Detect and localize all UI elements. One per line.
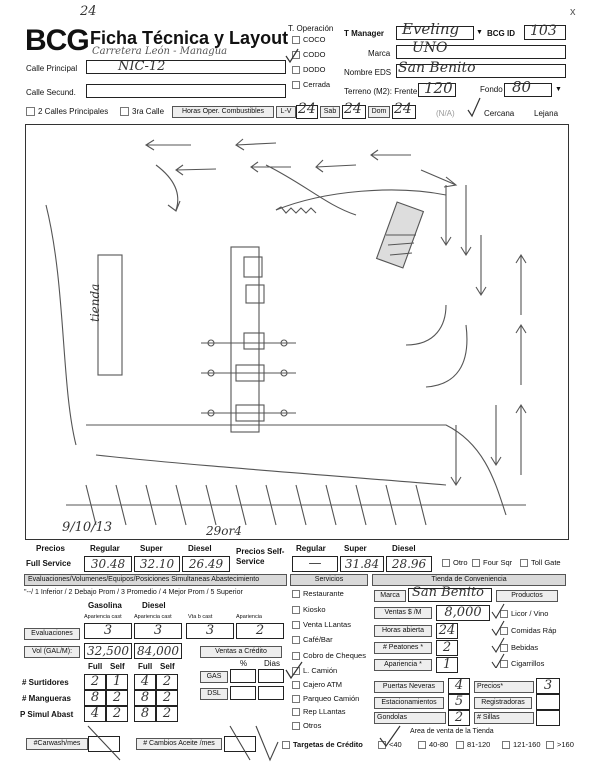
- sab-button[interactable]: Sab: [320, 106, 340, 118]
- registradoras-field[interactable]: [536, 694, 560, 710]
- gondolas-value[interactable]: 2: [448, 710, 470, 726]
- self-service-label: Precios Self-Service: [236, 547, 285, 566]
- surtidores-cell[interactable]: 2: [84, 674, 106, 690]
- product-check-marks: [490, 602, 510, 668]
- full-diesel-header: Diesel: [188, 544, 212, 553]
- apariencia-button[interactable]: Apariencia *: [374, 659, 432, 671]
- precios-value[interactable]: 3: [536, 678, 560, 694]
- horas-value[interactable]: 24: [436, 623, 458, 639]
- full-regular-value[interactable]: 30.48: [84, 556, 132, 572]
- horas-button[interactable]: Horas abierta: [374, 625, 432, 637]
- sab-value: 24: [344, 101, 362, 117]
- sub-header-a: Apariencia cast: [84, 614, 122, 620]
- surtidores-label: # Surtidores: [22, 678, 69, 687]
- two-streets-label: 2 Calles Principales: [38, 107, 109, 116]
- evaluation-scale: "--/ 1 Inferior / 2 Debajo Prom / 3 Promedio / 4 Mejor Prom / 5 Superior: [24, 589, 243, 596]
- estacionamientos-button[interactable]: Estacionamientos: [374, 697, 444, 709]
- puertas-button[interactable]: Puertas Neveras: [374, 681, 444, 693]
- sillas-field[interactable]: [536, 710, 560, 726]
- sub-header-d: Apariencia: [236, 614, 262, 620]
- self-regular-value[interactable]: —: [292, 556, 338, 572]
- store-marca-value: San Benito: [412, 585, 484, 600]
- service-item[interactable]: L. Camión: [292, 666, 337, 675]
- cercana-label[interactable]: Cercana: [484, 109, 515, 118]
- service-item[interactable]: Cajero ATM: [292, 680, 342, 689]
- puertas-value[interactable]: 4: [448, 678, 470, 694]
- eval-diesel-b[interactable]: 2: [236, 623, 284, 639]
- full-col-header-b: Full: [138, 662, 153, 671]
- operation-title: T. Operación: [288, 24, 334, 33]
- gas-dias-field[interactable]: [258, 669, 284, 683]
- calle-principal-value: Carretera León - Managua: [92, 46, 228, 57]
- eval-diesel-a[interactable]: 3: [186, 623, 234, 639]
- lejana-label[interactable]: Lejana: [534, 109, 559, 118]
- footer-strike-marks: [80, 722, 280, 762]
- service-check-mark: [284, 660, 304, 680]
- full-super-header: Super: [140, 544, 163, 553]
- area-option[interactable]: >160: [546, 740, 574, 749]
- pct-header: %: [240, 659, 248, 668]
- vol-diesel[interactable]: 84,000: [134, 643, 182, 659]
- self-col-header-b: Self: [160, 662, 175, 671]
- ventas-button[interactable]: Ventas $ /M: [374, 607, 432, 619]
- service-item[interactable]: Cobro de Cheques: [292, 651, 366, 660]
- cambios-button[interactable]: # Cambios Aceite /mes: [136, 738, 222, 750]
- calle-principal-field[interactable]: [86, 60, 286, 74]
- lv-button[interactable]: L-V: [276, 106, 296, 118]
- sub-header-c: Vta b cast: [188, 614, 213, 620]
- otro-option[interactable]: Otro: [442, 558, 468, 567]
- full-super-value[interactable]: 32.10: [134, 556, 180, 572]
- tarjetas-credito-label[interactable]: Targetas de Crédito: [282, 740, 363, 749]
- mangueras-cell[interactable]: 8: [84, 690, 106, 706]
- simul-cell[interactable]: 2: [156, 706, 178, 722]
- peatones-value[interactable]: 2: [436, 640, 458, 656]
- calle-principal-label: Calle Principal: [26, 64, 78, 73]
- operation-option-cerrada[interactable]: Cerrada: [292, 80, 330, 89]
- self-super-value[interactable]: 31.84: [340, 556, 384, 572]
- fondo-chevron-down-icon[interactable]: ▼: [555, 86, 562, 93]
- gas-pct-field[interactable]: [230, 669, 256, 683]
- surtidores-cell[interactable]: 4: [134, 674, 156, 690]
- dsl-dias-field[interactable]: [258, 686, 284, 700]
- evaluaciones-button[interactable]: Evaluaciones: [24, 628, 80, 640]
- carwash-button[interactable]: #Carwash/mes: [26, 738, 88, 750]
- eval-gas-b[interactable]: 3: [134, 623, 182, 639]
- self-diesel-value[interactable]: 28.96: [386, 556, 432, 572]
- product-item[interactable]: Cigarrillos: [500, 659, 544, 668]
- sketch-date: 9/10/13: [62, 520, 113, 535]
- area-check-mark: [378, 724, 402, 748]
- service-item[interactable]: Café/Bar: [292, 635, 333, 644]
- store-marca-button[interactable]: Marca: [374, 590, 406, 602]
- store-label: tienda: [88, 283, 102, 322]
- mangueras-cell[interactable]: 2: [156, 690, 178, 706]
- product-item[interactable]: Bebidas: [500, 643, 538, 652]
- gondolas-button[interactable]: Gondolas: [374, 712, 446, 724]
- service-item[interactable]: Parqueo Camión: [292, 694, 359, 703]
- simul-cell[interactable]: 4: [84, 706, 106, 722]
- dom-button[interactable]: Dom: [368, 106, 390, 118]
- calle-principal-code: NIC-12: [118, 59, 166, 74]
- eval-gas-a[interactable]: 3: [84, 623, 132, 639]
- area-option[interactable]: 81-120: [456, 740, 490, 749]
- apariencia-value[interactable]: 1: [436, 657, 458, 673]
- operation-option-codo[interactable]: CODO: [292, 50, 326, 59]
- evaluaciones-section-header: Evaluaciones/Volumenes/Equipos/Posiciones Simultaneas Abastecimiento: [24, 574, 287, 586]
- service-item[interactable]: Kiosko: [292, 605, 326, 614]
- operation-option-dodo[interactable]: DODO: [292, 65, 326, 74]
- operation-option-coco[interactable]: COCO: [292, 35, 326, 44]
- cercana-check-mark: [466, 96, 482, 118]
- service-item[interactable]: Otros: [292, 721, 321, 730]
- area-option[interactable]: 121-160: [502, 740, 541, 749]
- third-street-checkbox[interactable]: [120, 107, 129, 116]
- gas-button[interactable]: GAS: [200, 671, 228, 683]
- terreno-label: Terreno (M2): Frente: [344, 87, 418, 96]
- service-item[interactable]: Restaurante: [292, 589, 344, 598]
- full-diesel-value[interactable]: 26.49: [182, 556, 230, 572]
- surtidores-cell[interactable]: 1: [106, 674, 128, 690]
- dsl-pct-field[interactable]: [230, 686, 256, 700]
- product-item[interactable]: Comidas Ráp: [500, 626, 556, 635]
- full-service-label: Full Service: [26, 559, 71, 568]
- hours-button[interactable]: Horas Oper. Combustibles: [172, 106, 274, 118]
- gasolina-header: Gasolina: [88, 601, 122, 610]
- diesel-eval-header: Diesel: [142, 601, 166, 610]
- frente-value: 120: [424, 79, 453, 97]
- page-title: Ficha Técnica y Layout: [90, 28, 289, 48]
- toll-gate-option[interactable]: Toll Gate: [520, 558, 561, 567]
- calle-secund-label: Calle Secund.: [26, 88, 76, 97]
- self-regular-header: Regular: [296, 544, 326, 553]
- sketch-time: 29or4: [206, 524, 242, 538]
- estacionamientos-value[interactable]: 5: [448, 694, 470, 710]
- productos-button[interactable]: Productos: [496, 590, 558, 602]
- registradoras-button[interactable]: Registradoras: [474, 697, 532, 709]
- volume-button[interactable]: Vol (GAL/M):: [24, 646, 80, 658]
- dias-header: Dias: [264, 659, 281, 668]
- mangueras-cell[interactable]: 2: [106, 690, 128, 706]
- bcg-logo: BCG: [25, 24, 89, 57]
- vol-gas[interactable]: 32,500: [84, 643, 132, 659]
- marca-value: UNO: [412, 40, 448, 56]
- na-label: (N/A): [436, 109, 455, 118]
- fondo-value: 80: [512, 78, 532, 96]
- simul-label: P Simul Abast: [20, 710, 74, 719]
- codo-check-mark: [284, 48, 300, 64]
- simul-cell[interactable]: 8: [134, 706, 156, 722]
- self-diesel-header: Diesel: [392, 544, 416, 553]
- top-right-mark: x: [570, 6, 576, 18]
- layout-sketch: [26, 125, 566, 537]
- precios-button[interactable]: Precios*: [474, 681, 534, 693]
- area-option[interactable]: 40-80: [418, 740, 448, 749]
- sillas-button[interactable]: # Sillas: [474, 712, 534, 724]
- bcg-id-label: BCG ID: [487, 29, 515, 38]
- self-super-header: Super: [344, 544, 367, 553]
- mangueras-label: # Mangueras: [22, 694, 71, 703]
- full-col-header-a: Full: [88, 662, 103, 671]
- marca-label: Marca: [368, 49, 391, 58]
- bcg-id-value: 103: [530, 23, 557, 39]
- four-sqr-option[interactable]: Four Sqr: [472, 558, 512, 567]
- ventas-value[interactable]: 8,000: [436, 605, 490, 621]
- area-label: Area de venta de la Tienda: [410, 728, 494, 735]
- self-col-header-a: Self: [110, 662, 125, 671]
- service-item[interactable]: Rep LLantas: [292, 707, 346, 716]
- chevron-down-icon[interactable]: ▼: [476, 29, 483, 36]
- full-regular-header: Regular: [90, 544, 120, 553]
- two-streets-checkbox[interactable]: [26, 107, 35, 116]
- dsl-button[interactable]: DSL: [200, 688, 228, 700]
- services-header: Servicios: [290, 574, 368, 586]
- fondo-label: Fondo: [480, 85, 503, 94]
- corner-mark: 24: [80, 4, 97, 19]
- manager-value: Eveling: [402, 20, 460, 38]
- service-item[interactable]: Venta LLantas: [292, 620, 351, 629]
- surtidores-cell[interactable]: 2: [156, 674, 178, 690]
- store-header: Tienda de Conveniencia: [372, 574, 566, 586]
- precios-label: Precios: [36, 544, 65, 553]
- nombre-eds-label: Nombre EDS: [344, 68, 392, 77]
- nombre-eds-value: San Benito: [398, 60, 476, 76]
- lv-value: 24: [298, 101, 316, 117]
- product-item[interactable]: Licor / Vino: [500, 609, 548, 618]
- simul-cell[interactable]: 2: [106, 706, 128, 722]
- third-street-label: 3ra Calle: [132, 107, 165, 116]
- dom-value: 24: [394, 101, 412, 117]
- calle-secund-field[interactable]: [86, 84, 286, 98]
- area-option[interactable]: <40: [378, 740, 402, 749]
- ventas-credito-button[interactable]: Ventas a Crédito: [200, 646, 282, 658]
- peatones-button[interactable]: # Peatones *: [374, 642, 432, 654]
- mangueras-cell[interactable]: 8: [134, 690, 156, 706]
- sub-header-b: Apariencia cast: [134, 614, 172, 620]
- manager-label: T Manager: [344, 29, 385, 38]
